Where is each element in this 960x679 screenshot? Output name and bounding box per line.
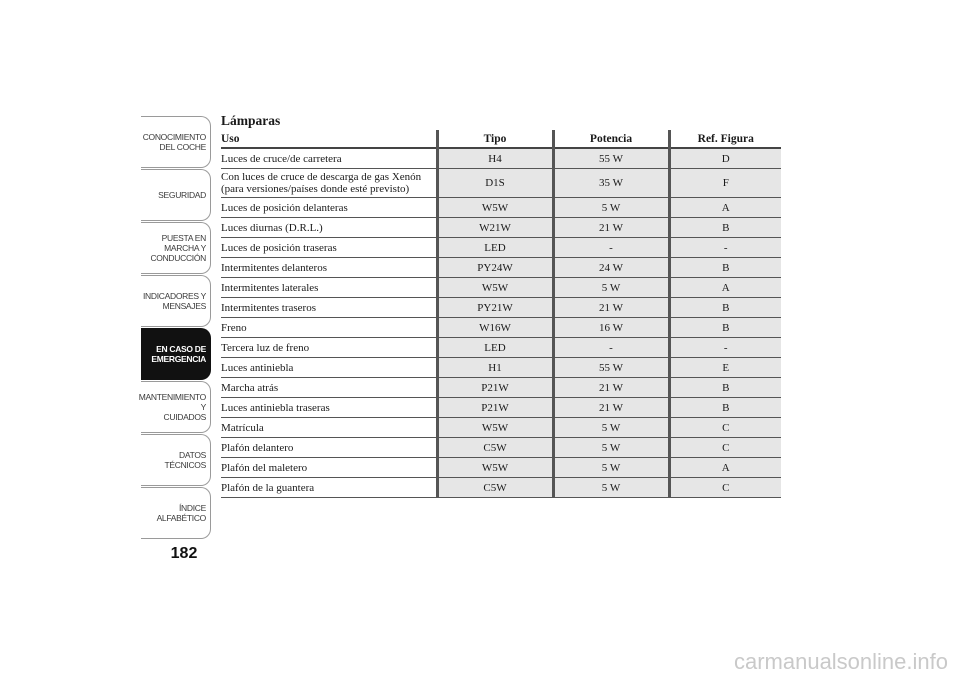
cell-uso: Plafón de la guantera	[221, 478, 437, 498]
table-row	[221, 169, 781, 198]
cell-tipo: W5W	[437, 198, 553, 218]
page-number: 182	[170, 545, 198, 562]
cell-tipo: H1	[437, 358, 553, 378]
cell-uso: Tercera luz de freno	[221, 338, 437, 358]
tab-indicadores-mensajes[interactable]	[141, 275, 211, 327]
cell-potencia: 21 W	[553, 218, 669, 238]
cell-ref-figura: -	[669, 238, 781, 258]
header-tipo: Tipo	[437, 130, 553, 148]
cell-uso: Luces diurnas (D.R.L.)	[221, 218, 437, 238]
cell-ref-figura: C	[669, 438, 781, 458]
tab-seguridad[interactable]	[141, 169, 211, 221]
tab-label: DATOS TÉCNICOS	[164, 450, 206, 470]
header-uso: Uso	[221, 130, 437, 148]
tab-conocimiento-del-coche[interactable]	[141, 116, 211, 168]
cell-potencia: 16 W	[553, 318, 669, 338]
header-potencia: Potencia	[553, 130, 669, 148]
cell-ref-figura: F	[669, 169, 781, 198]
table-row	[221, 318, 781, 338]
table-row	[221, 418, 781, 438]
watermark: carmanualsonline.info	[733, 649, 948, 674]
tab-label: ÍNDICE ALFABÉTICO	[156, 503, 206, 523]
cell-tipo: P21W	[437, 378, 553, 398]
cell-potencia: 21 W	[553, 378, 669, 398]
cell-potencia: 5 W	[553, 198, 669, 218]
tab-datos-tecnicos[interactable]	[141, 434, 211, 486]
header-ref-figura: Ref. Figura	[669, 130, 781, 148]
cell-potencia: 35 W	[553, 169, 669, 198]
table-row	[221, 238, 781, 258]
cell-tipo: P21W	[437, 398, 553, 418]
cell-uso: Luces antiniebla traseras	[221, 398, 437, 418]
table-row	[221, 438, 781, 458]
cell-ref-figura: C	[669, 418, 781, 438]
cell-ref-figura: B	[669, 258, 781, 278]
cell-ref-figura: B	[669, 398, 781, 418]
cell-ref-figura: B	[669, 318, 781, 338]
cell-uso: Matrícula	[221, 418, 437, 438]
cell-uso: Intermitentes laterales	[221, 278, 437, 298]
cell-ref-figura: D	[669, 148, 781, 169]
cell-tipo: PY24W	[437, 258, 553, 278]
tab-label: CONOCIMIENTO DEL COCHE	[142, 132, 206, 152]
cell-uso: Intermitentes delanteros	[221, 258, 437, 278]
table-row	[221, 358, 781, 378]
cell-tipo: W5W	[437, 418, 553, 438]
cell-potencia: 5 W	[553, 478, 669, 498]
cell-ref-figura: A	[669, 458, 781, 478]
table-row	[221, 478, 781, 498]
cell-ref-figura: E	[669, 358, 781, 378]
table-row	[221, 258, 781, 278]
section-title: Lámparas	[221, 113, 281, 128]
tab-label: SEGURIDAD	[158, 190, 206, 200]
table-row	[221, 218, 781, 238]
tab-mantenimiento-cuidados[interactable]	[138, 381, 211, 433]
tab-label: PUESTA EN MARCHA Y CONDUCCIÓN	[150, 233, 206, 263]
cell-tipo: H4	[437, 148, 553, 169]
tab-en-caso-de-emergencia[interactable]	[141, 328, 211, 380]
cell-tipo: C5W	[437, 438, 553, 458]
table-row	[221, 278, 781, 298]
cell-potencia: -	[553, 238, 669, 258]
table-row	[221, 378, 781, 398]
main-content	[221, 110, 781, 498]
cell-uso: Plafón del maletero	[221, 458, 437, 478]
cell-ref-figura: C	[669, 478, 781, 498]
cell-uso: Freno	[221, 318, 437, 338]
cell-uso: Luces antiniebla	[221, 358, 437, 378]
table-row	[221, 458, 781, 478]
cell-tipo: W16W	[437, 318, 553, 338]
cell-potencia: 5 W	[553, 438, 669, 458]
cell-potencia: -	[553, 338, 669, 358]
cell-ref-figura: B	[669, 218, 781, 238]
table-header-row	[221, 130, 781, 148]
cell-potencia: 21 W	[553, 398, 669, 418]
tab-label: EN CASO DE EMERGENCIA	[151, 344, 206, 364]
cell-tipo: W21W	[437, 218, 553, 238]
table-row	[221, 298, 781, 318]
cell-ref-figura: A	[669, 278, 781, 298]
cell-tipo: W5W	[437, 458, 553, 478]
cell-uso: Luces de posición traseras	[221, 238, 437, 258]
table-row	[221, 338, 781, 358]
cell-uso: Luces de posición delanteras	[221, 198, 437, 218]
cell-ref-figura: B	[669, 298, 781, 318]
cell-potencia: 5 W	[553, 278, 669, 298]
cell-uso: Intermitentes traseros	[221, 298, 437, 318]
tab-label: INDICADORES Y MENSAJES	[142, 291, 206, 311]
table-row	[221, 398, 781, 418]
tab-label: MANTENIMIENTO Y CUIDADOS	[138, 392, 206, 422]
lamps-table	[221, 130, 781, 498]
cell-potencia: 24 W	[553, 258, 669, 278]
cell-tipo: LED	[437, 338, 553, 358]
cell-uso: Plafón delantero	[221, 438, 437, 458]
tab-indice-alfabetico[interactable]	[141, 487, 211, 539]
cell-uso: Con luces de cruce de descarga de gas Xenón (para versiones/países donde esté previsto)	[221, 169, 437, 198]
cell-potencia: 5 W	[553, 458, 669, 478]
cell-ref-figura: -	[669, 338, 781, 358]
cell-potencia: 55 W	[553, 358, 669, 378]
cell-uso: Marcha atrás	[221, 378, 437, 398]
cell-potencia: 55 W	[553, 148, 669, 169]
cell-ref-figura: A	[669, 198, 781, 218]
table-row	[221, 198, 781, 218]
cell-uso: Luces de cruce/de carretera	[221, 148, 437, 169]
cell-potencia: 5 W	[553, 418, 669, 438]
cell-tipo: LED	[437, 238, 553, 258]
cell-ref-figura: B	[669, 378, 781, 398]
table-row	[221, 148, 781, 169]
cell-tipo: W5W	[437, 278, 553, 298]
cell-tipo: C5W	[437, 478, 553, 498]
table-body	[221, 148, 781, 498]
cell-potencia: 21 W	[553, 298, 669, 318]
tab-puesta-en-marcha[interactable]	[141, 222, 211, 274]
cell-tipo: PY21W	[437, 298, 553, 318]
cell-tipo: D1S	[437, 169, 553, 198]
